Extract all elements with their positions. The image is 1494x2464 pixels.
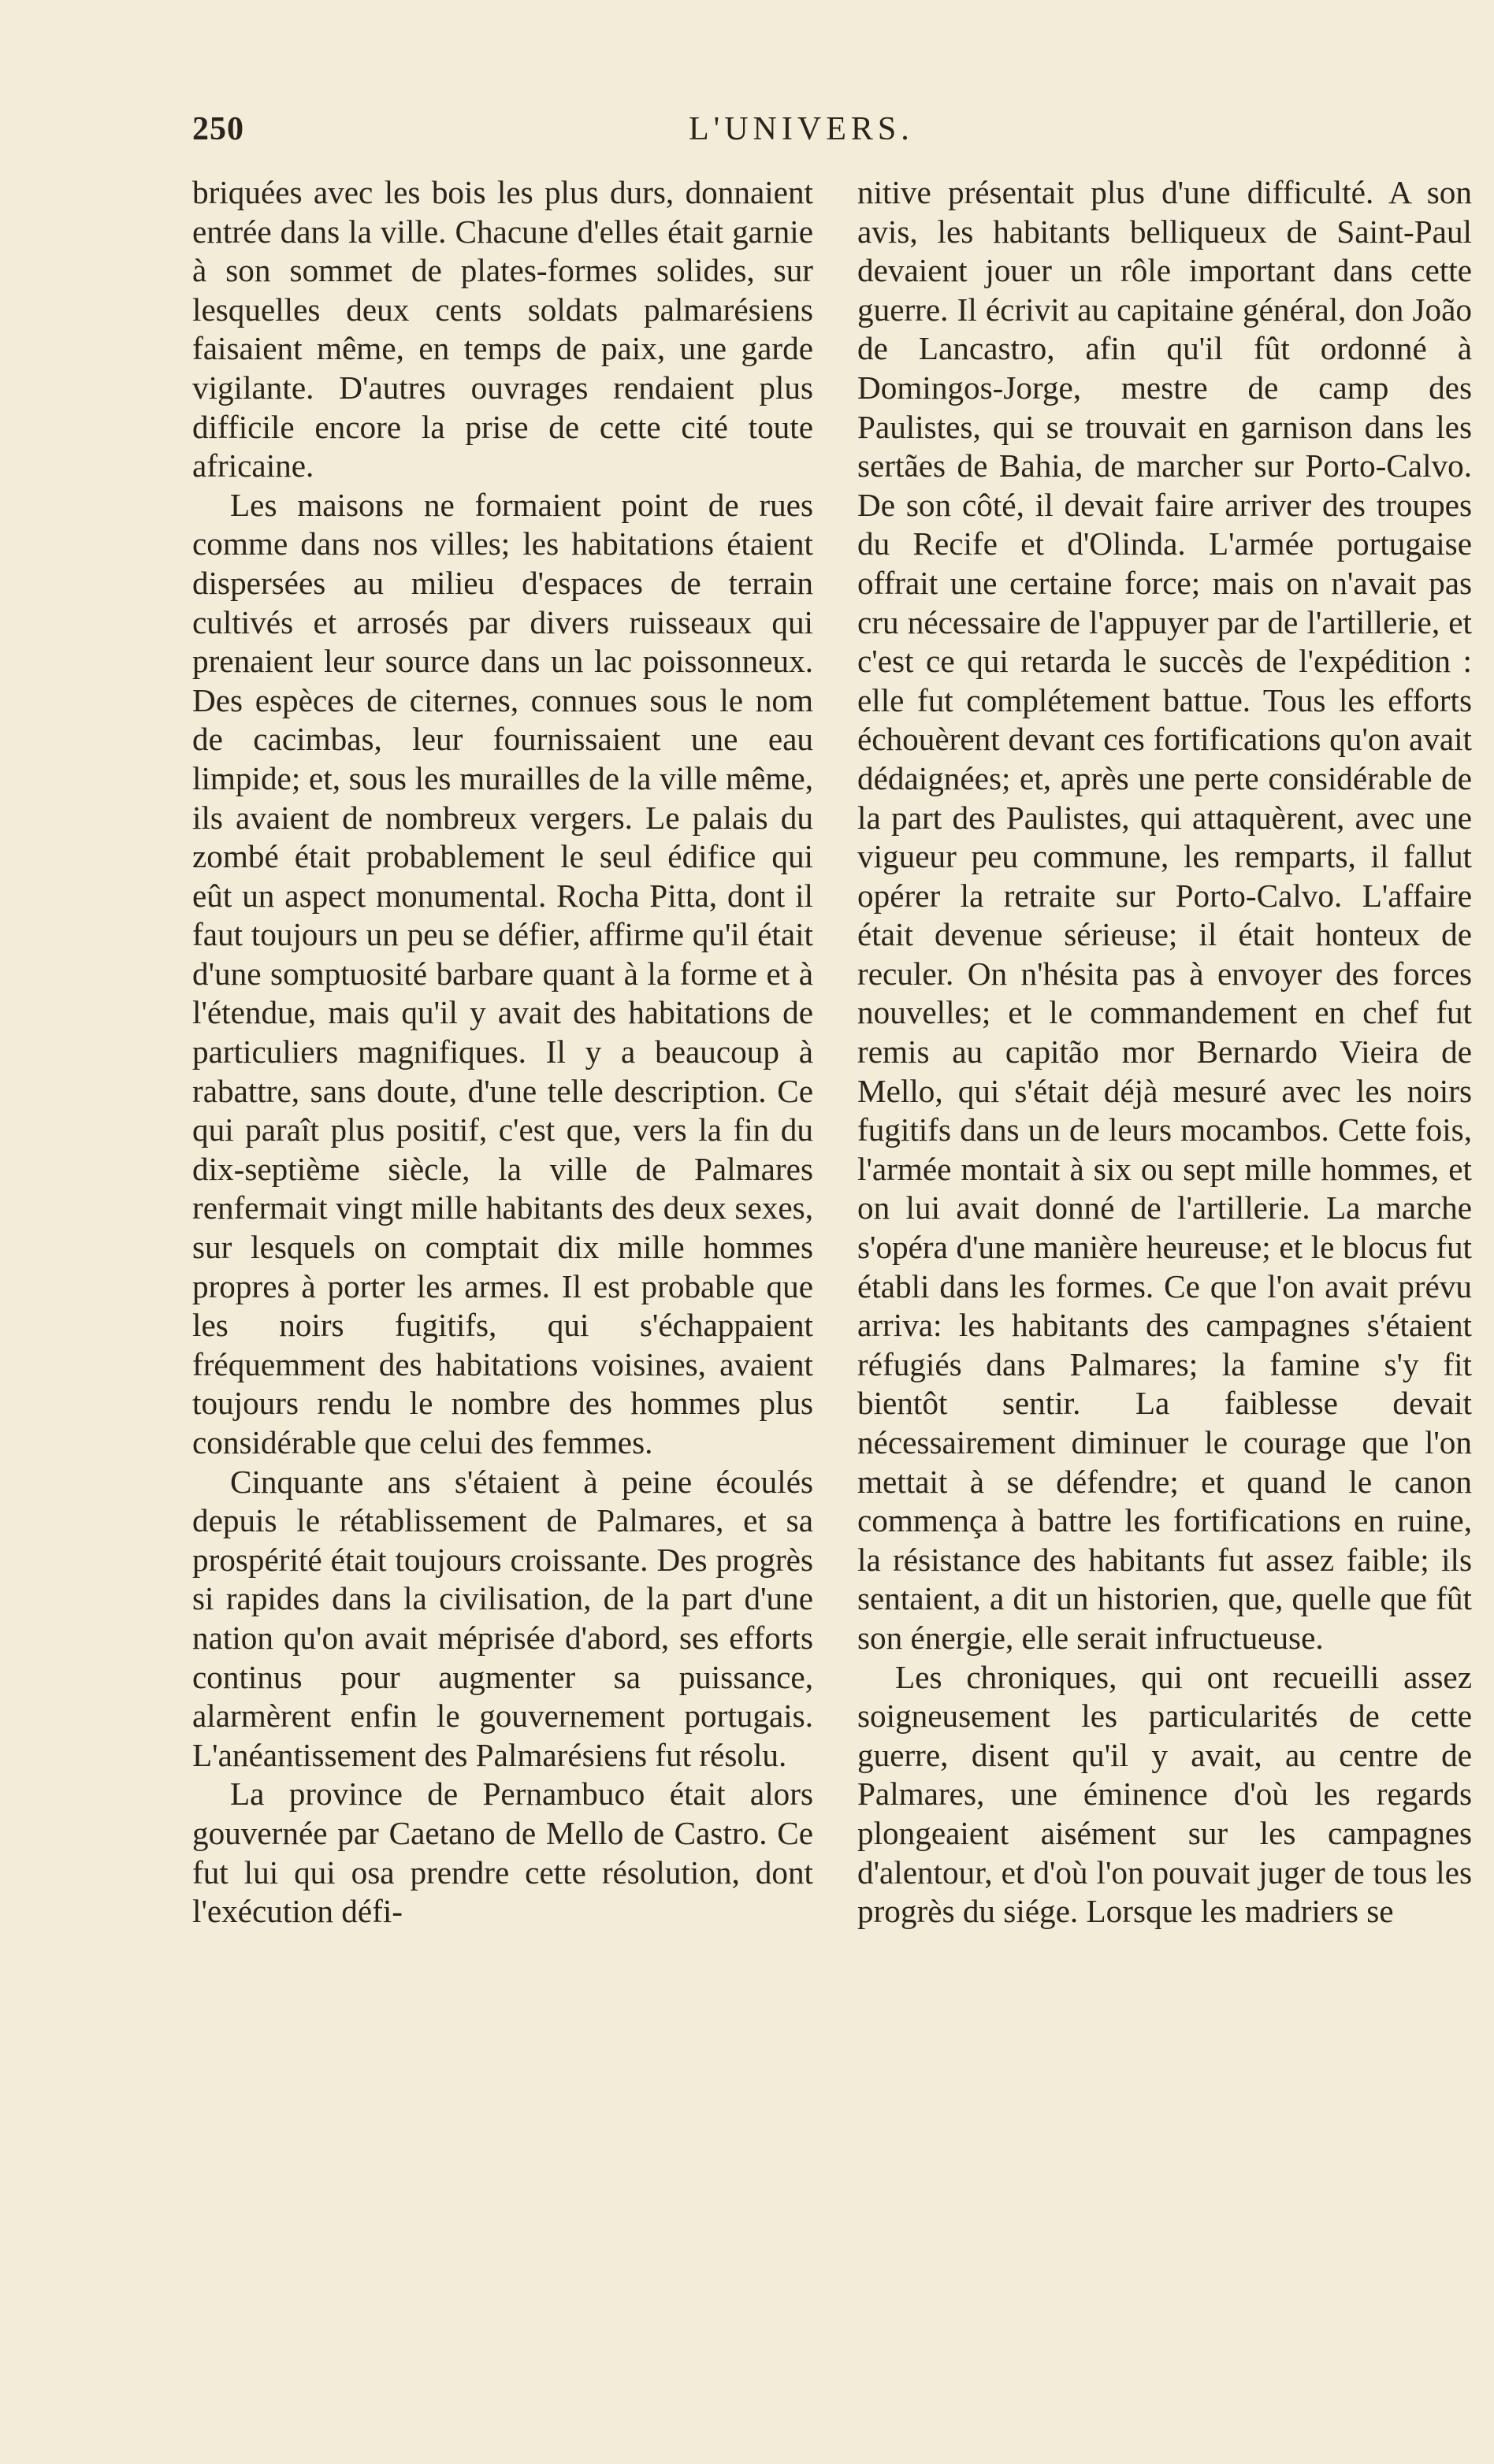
page-header <box>192 110 1477 158</box>
paragraph: Les maisons ne formaient point de rues comme dans nos villes; les habitations étaient dispersées au milieu d'espaces de terrain cultivés et arrosés par divers ruisseaux qui prenaient leur source dans un lac poissonneux. Des espèces de citernes, connues sous le nom de cacimbas, leur fournissaient une eau limpide; et, sous les murailles de la ville même, ils avaient de nombreux vergers. Le palais du zombé était probablement le seul édifice qui eût un aspect monumental. Rocha Pitta, dont il faut toujours un peu se défier, affirme qu'il était d'une somptuosité barbare quant à la forme et à l'étendue, mais qu'il y avait des habitations de particuliers magnifiques. Il y a beaucoup à rabattre, sans doute, d'une telle description. Ce qui paraît plus positif, c'est que, vers la fin du dix-septième siècle, la ville de Palmares renfermait vingt mille habitants des deux sexes, sur lesquels on comptait dix mille hommes propres à porter les armes. Il est probable que les noirs fugitifs, qui s'échappaient fréquemment des habitations voisines, avaient toujours rendu le nombre des hommes plus considérable que celui des femmes. <box>192 486 813 1460</box>
paragraph: Les chroniques, qui ont recueilli assez soigneusement les particularités de cette guerre, disent qu'il y avait, au centre de Palmares, une éminence d'où les regards plongeaient aisément sur les campagnes d'alentour, et d'où l'on pouvait juger de tous les progrès du siége. Lorsque les madriers se <box>857 1658 1472 1930</box>
paragraph: Cinquante ans s'étaient à peine écoulés depuis le rétablissement de Palmares, et sa prospérité était toujours croissante. Des progrès si rapides dans la civilisation, de la part d'une nation qu'on avait méprisée d'abord, ses efforts continus pour augmenter sa puissance, alarmèrent enfin le gouvernement portugais. L'anéantissement des Palmarésiens fut résolu. <box>192 1463 813 1773</box>
running-title: L'UNIVERS. <box>689 111 914 147</box>
left-column <box>192 173 813 1931</box>
right-column <box>857 173 1472 1931</box>
page-number: 250 <box>192 111 244 147</box>
paragraph: La province de Pernambuco était alors gouvernée par Caetano de Mello de Castro. Ce fut lui qui osa prendre cette résolution, dont l'exécution défi- <box>192 1776 813 1930</box>
paragraph: nitive présentait plus d'une difficulté. A son avis, les habitants belliqueux de Saint-Paul devaient jouer un rôle important dans cette guerre. Il écrivit au capitaine général, don João de Lancastro, afin qu'il fût ordonné à Domingos-Jorge, mestre de camp des Paulistes, qui se trouvait en garnison dans les sertães de Bahia, de marcher sur Porto-Calvo. De son côté, il devait faire arriver des troupes du Recife et d'Olinda. L'armée portugaise offrait une certaine force; mais on n'avait pas cru nécessaire de l'appuyer par de l'artillerie, et c'est ce qui retarda le succès de l'expédition : elle fut complétement battue. Tous les efforts échouèrent devant ces fortifications qu'on avait dédaignées; et, après une perte considérable de la part des Paulistes, qui attaquèrent, avec une vigueur peu commune, les remparts, il fallut opérer la retraite sur Porto-Calvo. L'affaire était devenue sérieuse; il était honteux de reculer. On n'hésita pas à envoyer des forces nouvelles; et le commandement en chef fut remis au capitão mor Bernardo Vieira de Mello, qui s'était déjà mesuré avec les noirs fugitifs dans un de leurs mocambos. Cette fois, l'armée montait à six ou sept mille hommes, et on lui avait donné de l'artillerie. La marche s'opéra d'une manière heureuse; et le blocus fut établi dans les formes. Ce que l'on avait prévu arriva: les habitants des campagnes s'étaient réfugiés dans Palmares; la famine s'y fit bientôt sentir. La faiblesse devait nécessairement diminuer le courage que l'on mettait à se défendre; et quand le canon commença à battre les fortifications en ruine, la résistance des habitants fut assez faible; ils sentaient, a dit un historien, que, quelle que fût son énergie, elle serait infructueuse. <box>857 174 1472 1656</box>
paragraph: briquées avec les bois les plus durs, donnaient entrée dans la ville. Chacune d'elles était garnie à son sommet de plates-formes solides, sur lesquelles deux cents soldats palmarésiens faisaient même, en temps de paix, une garde vigilante. D'autres ouvrages rendaient plus difficile encore la prise de cette cité toute africaine. <box>192 174 813 484</box>
